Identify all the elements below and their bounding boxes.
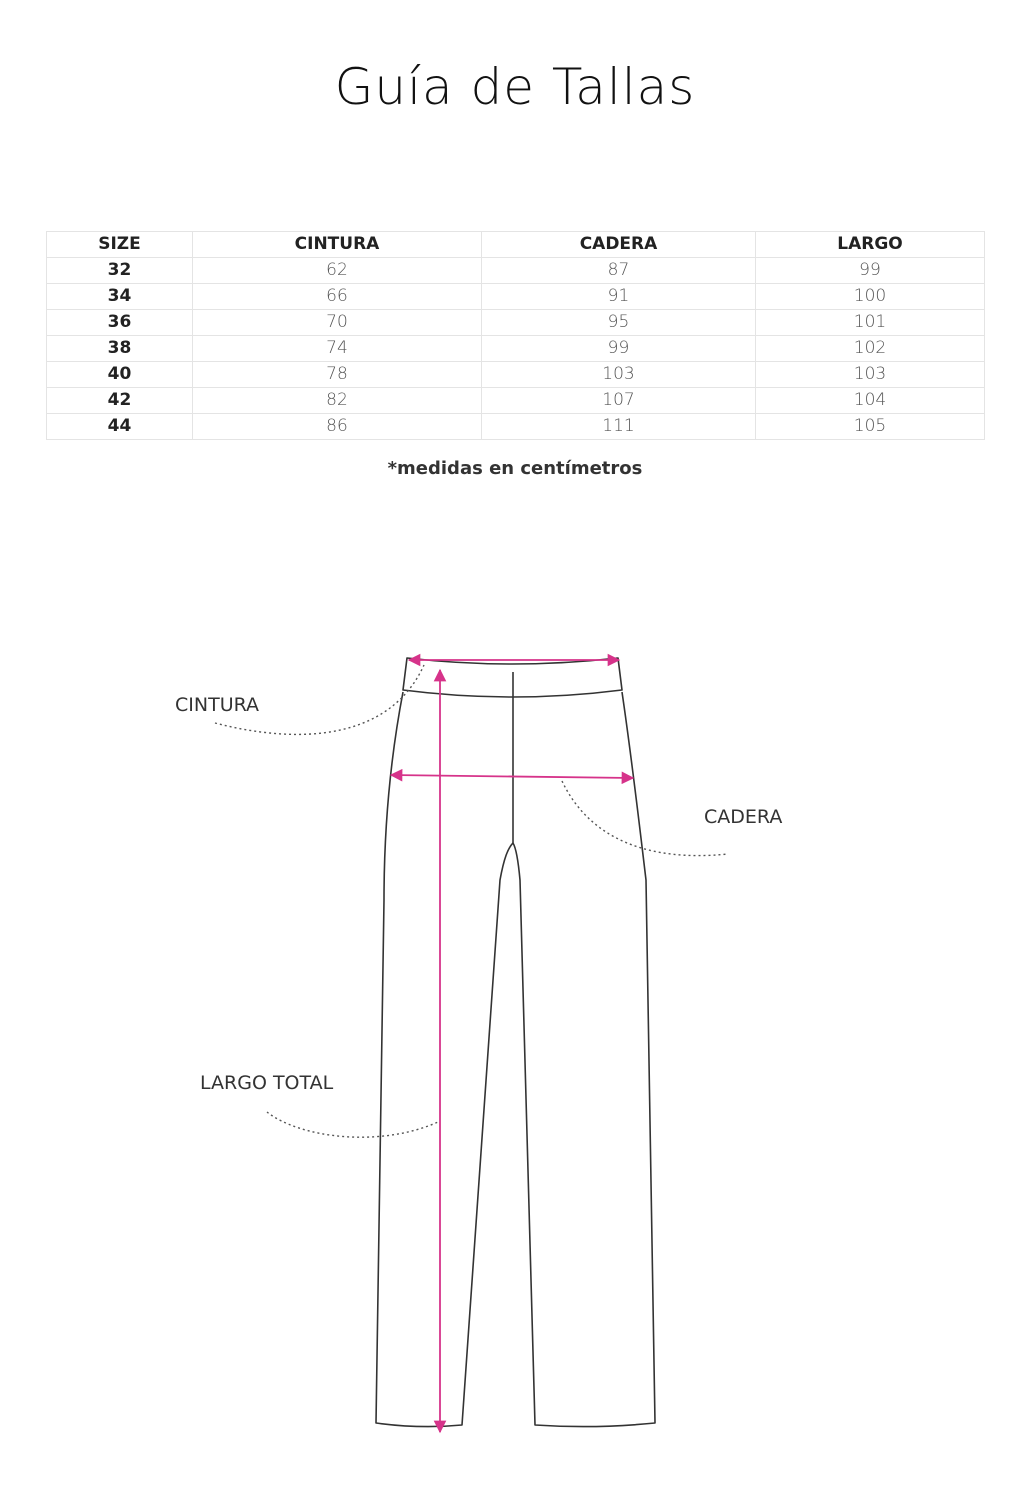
largo-cell: 103: [756, 362, 985, 388]
header-size: SIZE: [47, 232, 193, 258]
largo-cell: 101: [756, 310, 985, 336]
size-cell: 34: [47, 284, 193, 310]
size-cell: 42: [47, 388, 193, 414]
page-title: Guía de Tallas: [334, 58, 696, 116]
cadera-cell: 111: [482, 414, 756, 440]
measurement-lines: [391, 660, 633, 1432]
cadera-cell: 107: [482, 388, 756, 414]
cadera-cell: 87: [482, 258, 756, 284]
left-leg-outline: [376, 692, 513, 1427]
largo-cell: 100: [756, 284, 985, 310]
cintura-cell: 62: [193, 258, 482, 284]
right-leg-outline: [513, 692, 655, 1427]
largo-leader: [267, 1112, 438, 1137]
cintura-cell: 74: [193, 336, 482, 362]
header-cintura: CINTURA: [193, 232, 482, 258]
hip-measure-line: [391, 775, 633, 778]
size-cell: 32: [47, 258, 193, 284]
cintura-cell: 78: [193, 362, 482, 388]
cadera-cell: 103: [482, 362, 756, 388]
largo-total-label: LARGO TOTAL: [200, 1072, 334, 1094]
largo-cell: 99: [756, 258, 985, 284]
cintura-cell: 70: [193, 310, 482, 336]
size-cell: 44: [47, 414, 193, 440]
pants-outline: [376, 658, 655, 1427]
size-cell: 40: [47, 362, 193, 388]
measurement-note: *medidas en centímetros: [387, 458, 643, 479]
cadera-cell: 99: [482, 336, 756, 362]
largo-cell: 105: [756, 414, 985, 440]
header-largo: LARGO: [756, 232, 985, 258]
leader-lines: [215, 665, 728, 1137]
header-cadera: CADERA: [482, 232, 756, 258]
cadera-cell: 91: [482, 284, 756, 310]
largo-cell: 104: [756, 388, 985, 414]
size-cell: 38: [47, 336, 193, 362]
cintura-cell: 82: [193, 388, 482, 414]
cadera-cell: 95: [482, 310, 756, 336]
cintura-label: CINTURA: [175, 694, 260, 716]
size-cell: 36: [47, 310, 193, 336]
largo-cell: 102: [756, 336, 985, 362]
cintura-cell: 66: [193, 284, 482, 310]
cintura-cell: 86: [193, 414, 482, 440]
cadera-label: CADERA: [704, 806, 783, 828]
